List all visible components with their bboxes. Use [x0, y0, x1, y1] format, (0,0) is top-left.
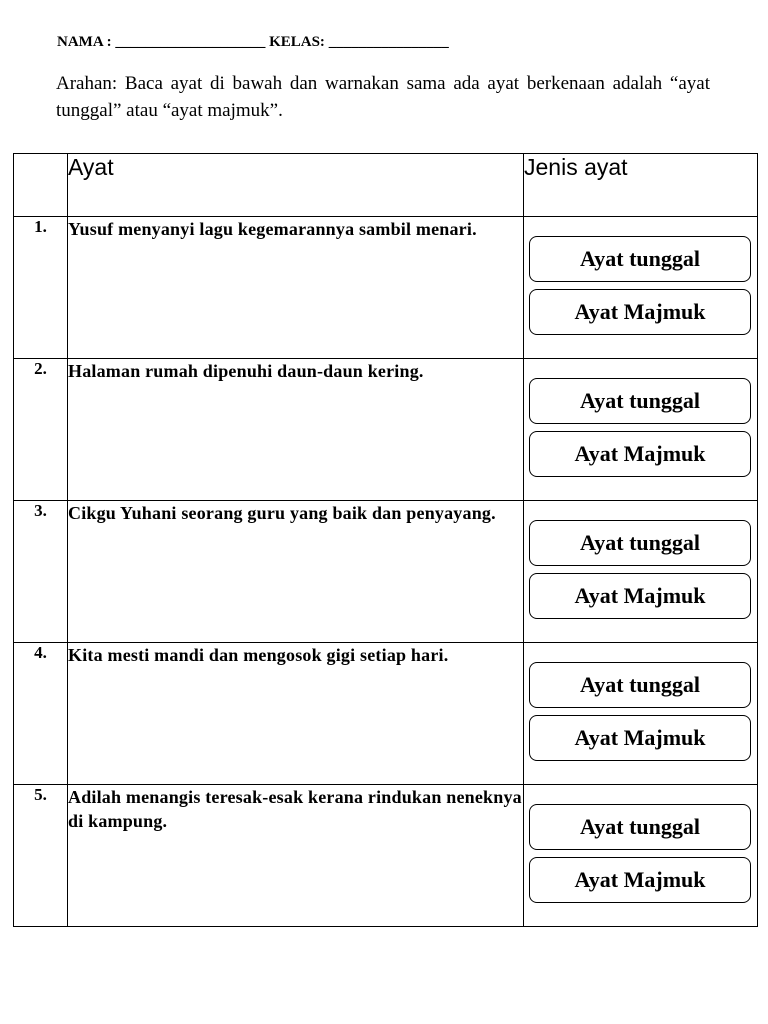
ayat-majmuk-button[interactable]: Ayat Majmuk: [529, 573, 751, 619]
nama-blank[interactable]: ____________________: [115, 34, 266, 50]
ayat-majmuk-button[interactable]: Ayat Majmuk: [529, 431, 751, 477]
question-number: 4.: [14, 643, 68, 785]
column-header-ayat: Ayat: [68, 154, 524, 217]
question-sentence: Halaman rumah dipenuhi daun-daun kering.: [68, 359, 524, 501]
question-number: 1.: [14, 217, 68, 359]
answer-choices: [524, 217, 758, 359]
table-header-row: [14, 154, 758, 217]
ayat-majmuk-button[interactable]: Ayat Majmuk: [529, 857, 751, 903]
table-row: [14, 217, 758, 359]
column-header-jenis-ayat: Jenis ayat: [524, 154, 758, 217]
table-row: [14, 501, 758, 643]
ayat-tunggal-button[interactable]: Ayat tunggal: [529, 378, 751, 424]
worksheet-table: [13, 153, 758, 927]
table-row: [14, 359, 758, 501]
ayat-tunggal-button[interactable]: Ayat tunggal: [529, 236, 751, 282]
kelas-label: KELAS:: [269, 34, 325, 50]
question-sentence: Yusuf menyanyi lagu kegemarannya sambil menari.: [68, 217, 524, 359]
question-sentence: Kita mesti mandi dan mengosok gigi setiap hari.: [68, 643, 524, 785]
nama-label: NAMA :: [57, 34, 112, 50]
student-info-header: [57, 34, 449, 51]
answer-choices: [524, 643, 758, 785]
ayat-majmuk-button[interactable]: Ayat Majmuk: [529, 289, 751, 335]
kelas-blank[interactable]: ________________: [328, 34, 449, 50]
instruction-text: Arahan: Baca ayat di bawah dan warnakan sama ada ayat berkenaan adalah “ayat tunggal” atau “ayat majmuk”.: [56, 73, 710, 121]
answer-choices: [524, 785, 758, 927]
question-number: 3.: [14, 501, 68, 643]
question-number: 2.: [14, 359, 68, 501]
ayat-tunggal-button[interactable]: Ayat tunggal: [529, 804, 751, 850]
ayat-majmuk-button[interactable]: Ayat Majmuk: [529, 715, 751, 761]
question-sentence: Cikgu Yuhani seorang guru yang baik dan penyayang.: [68, 501, 524, 643]
ayat-tunggal-button[interactable]: Ayat tunggal: [529, 662, 751, 708]
column-header-number: [14, 154, 68, 217]
table-row: [14, 643, 758, 785]
ayat-tunggal-button[interactable]: Ayat tunggal: [529, 520, 751, 566]
answer-choices: [524, 359, 758, 501]
answer-choices: [524, 501, 758, 643]
table-row: [14, 785, 758, 927]
question-sentence: Adilah menangis teresak-esak kerana rindukan neneknya di kampung.: [68, 785, 524, 927]
question-number: 5.: [14, 785, 68, 927]
